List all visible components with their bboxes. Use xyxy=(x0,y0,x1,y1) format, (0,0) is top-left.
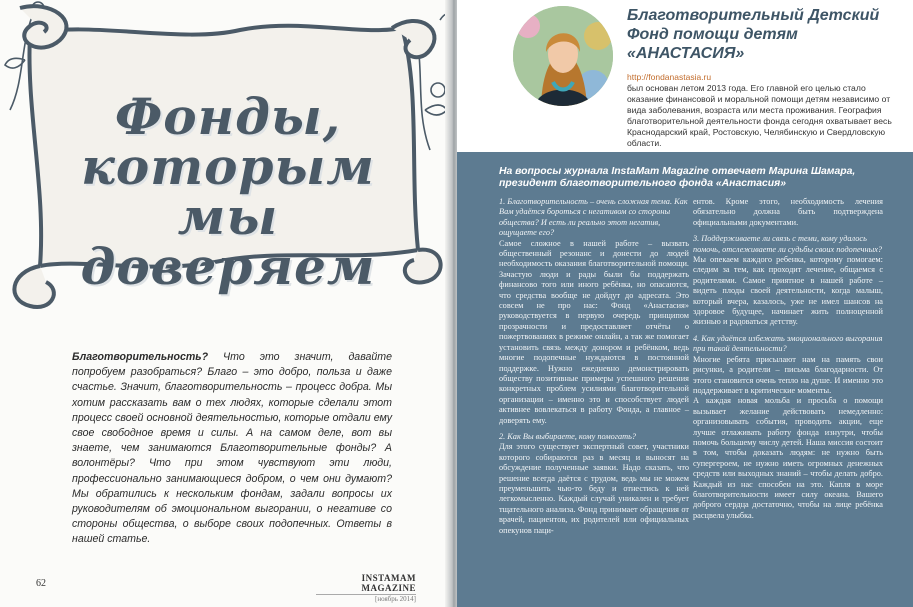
fund-intro: был основан летом 2013 года. Его главной его целью стало оказание финансовой и моральной помощи детям независимо от вида заболевания, возраста или места проживания. География благотворительной деятельности фонда сегодня охватывает весь Краснодарский край, Ростовскую, Челябинскую и Свердловскую области. xyxy=(627,83,892,148)
lead-paragraph xyxy=(72,350,392,548)
lead-bold: Благотворительность? xyxy=(72,351,209,363)
issue-date: [ноябрь 2014] xyxy=(316,594,416,603)
answer-4-continued: А каждая новая мольба и просьба о помощи вызывает желание действовать немедленно: организовывать события, проводить акции, еще лучше отлаживать работу фонда изнутри, чтобы помочь большему числу детей. Наша миссия состоит в том, чтобы доказать людям: не нужно быть супергероем, не нужно иметь огромных денежных средств или выходных знаний – чтобы делать добро. Каждый из нас способен на это. Капля в море благотворительности имеет силу океана. Вашего доброго сердца достаточно, чтобы на лице ребёнка расцвела улыбка. xyxy=(693,396,883,520)
answer-3: Мы опекаем каждого ребенка, которому помогаем: следим за тем, как проходит лечение, общаемся с родителями. Самое приятное в нашей работе – видеть плоды своей деятельности, когда малыш, который вчера, казалось, уже не имел шансов на здоровое будущее, начинает жить полноценной жизнью и радоваться детству. xyxy=(693,255,883,327)
answer-2: Для этого существует экспертный совет, участники которого собираются раз в месяц и выносят на обсуждение полученные заявки. Надо сказать, что решение всегда даётся с трудом, ведь мы не можем преуменьшить чью-то беду и отнестись к ней легкомысленно. Каждый случай уникален и требует тщательного анализа. Фонд принимает обращения от врачей, пациентов, их родителей или официальных опекунов паци- xyxy=(499,442,689,535)
magazine-name: INSTAMAM MAGAZINE xyxy=(361,573,416,593)
portrait-photo xyxy=(513,6,613,106)
answer-4: Многие ребята присылают нам на память свои рисунки, а родители – письма благодарности. От этого становится очень тепло на душе. И именно это поддерживает в критические моменты. xyxy=(693,354,883,395)
page-number: 62 xyxy=(36,578,46,589)
magazine-footer xyxy=(316,573,416,603)
fund-url[interactable]: http://fondanastasia.ru xyxy=(627,72,712,82)
fund-name: Благотворительный Детский Фонд помощи детям «АНАСТАСИЯ» xyxy=(627,7,880,62)
answer-1: Самое сложное в нашей работе – вызвать общественный резонанс и донести до людей необходимость оказания благотворительной помощи. Зачастую люди и рады были бы поддержать финансово того или иного ребёнка, но опасаются, что средства вообще не дойдут до адресата. Это совсем не про нас: Фонд «Анастасия» руководствуется в первую очередь принципом прозрачности и предоставляет отчёты о пожертвованиях в режиме онлайн, а так же помогает установить связь между донором и ребёнком, ведь многие подопечные нуждаются в постоянной поддержке. Нужно ежедневно демонстрировать обществу позитивные примеры успешного решения конкретных проблем усилиями благотворительной организации – именно это и способствует людей активнее вовлекаться в работу Фонда, а главное – доверять ему. xyxy=(499,238,689,425)
answer-2-continued: ентов. Кроме этого, необходимость лечения обязательно должна быть подтверждена официальными документами. xyxy=(693,197,883,227)
question-4: 4. Как удаётся избежать эмоционального выгорания при такой деятельности? xyxy=(693,333,883,354)
lead-text: Что это значит, давайте попробуем разобраться? Благо – это добро, польза и даже счастье. Значит, благотворительность – процесс добра. Мы хотим рассказать вам о тех людях, которые сделали этот процесс своей основной деятельностью, которые отдали ему свое свободное время и силы. А на самом деле, вот вы знаете, чем занимаются Благотворительные фонды? А волонтёры? Что при этом чувствуют эти люди, профессионально занимающиеся добром, о чем они думают? Мы обратились к нескольким фондам, задали вопросы их руководителям об эмоциональном выгорании, о негативе со стороны общества, о выборе своих подопечных. Ответы в нашей статье. xyxy=(72,351,392,546)
interview-panel xyxy=(457,152,913,607)
question-2: 2. Как Вы выбираете, кому помогать? xyxy=(499,431,637,441)
question-1: 1. Благотворительность – очень сложная тема. Как Вам удаётся бороться с негативом со стороны общества? И есть ли реально этот негатив, ощущаете его? xyxy=(499,197,688,238)
portrait-illustration xyxy=(513,6,613,106)
column-2 xyxy=(693,197,883,521)
interview-heading: На вопросы журнала InstaMam Magazine отвечает Марина Шамара, президент благотворительного фонда «Анастасия» xyxy=(499,166,856,189)
left-page xyxy=(0,0,451,607)
title-line-1: Фонды, xyxy=(114,87,342,146)
right-page xyxy=(457,0,913,607)
column-1 xyxy=(499,197,689,536)
title-line-2: которым мы xyxy=(81,137,375,246)
title-line-3: доверяем xyxy=(80,237,376,296)
question-3: 3. Поддерживаете ли связь с теми, кому удалось помочь, отслеживаете ли судьбы своих подопечных? xyxy=(693,234,883,254)
article-title xyxy=(48,87,408,296)
